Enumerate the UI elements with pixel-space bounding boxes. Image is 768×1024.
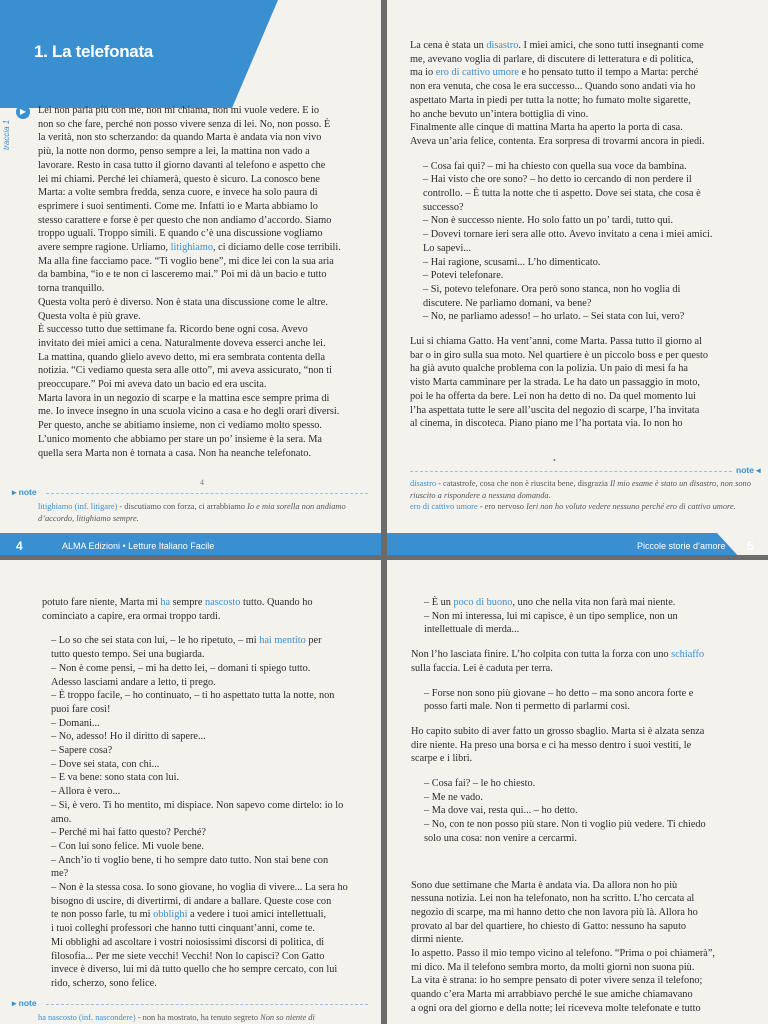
text-line: – È un poco di buono, uno che nella vita non farà mai niente. [424, 597, 676, 608]
text-line: bisogno di uscire, di divertirmi, di andare a ballare. Queste cose con [51, 895, 332, 907]
page-footer [0, 533, 381, 555]
note-definition: - catastrofe, cosa che non è riuscita bene, disgrazia [436, 479, 610, 488]
text-line: i tuoi colleghi professori che hanno tutti cinquant’anni, come te. [51, 923, 315, 935]
page-footer [387, 533, 768, 555]
text-line: – Potevi telefonare. [423, 270, 504, 282]
text-line: La vita è strana: io ho sempre pensato di poter vivere senza il telefono; [411, 975, 703, 987]
text-line: Sono due settimane che Marta è andata via. Da allora non ho più [411, 879, 678, 891]
page-mark: 4 [200, 478, 204, 487]
text-line: discutere. Ne parliamo domani, va bene? [423, 297, 592, 309]
paragraph-gap [411, 637, 761, 648]
text-line: poi le ha offerta da bere. Lei non ha detto di no. Da quel momento lui [410, 390, 697, 402]
text-line: troppo uguali. Troppo simili. E quando c’è una discussione vogliamo [38, 228, 323, 240]
text-line: cominciato a capire, era ormai troppo tardi. [42, 610, 221, 622]
text-line: mi dico. Ma il telefono sembra morto, da molti giorni non suona più. [411, 961, 695, 973]
text-line: puoi fare così! [51, 703, 111, 715]
page-mark-dot: • [553, 456, 556, 465]
text-line: me, avevano voglia di parlare, di discutere di letteratura e di politica, [410, 53, 694, 65]
text-line: – È troppo facile, – ho continuato, – ti ho aspettato tutta la notte, non [51, 690, 335, 702]
notes-label: ▸ note [12, 487, 37, 497]
audio-track-label: traccia 1 [2, 119, 11, 150]
text-line: – Hai ragione, scusami... L’ho dimenticato. [423, 256, 601, 268]
text-line: – Perché mi hai fatto questo? Perché? [51, 827, 206, 839]
note-example: Ieri non ho voluto vedere nessuno perché ero di cattivo umore. [526, 502, 736, 511]
text-line: Adesso lasciami andare a letto, ti prego. [51, 676, 216, 688]
note-definition: - discutiamo con forza, ci arrabbiamo [117, 502, 248, 511]
paragraph-gap [38, 623, 373, 634]
note-term: ero di cattivo umore [410, 502, 478, 511]
note-term: ha nascosto (inf. nascondere) [38, 1013, 136, 1022]
text-line: ho anche bevuto un’intera bottiglia di vino. [410, 108, 589, 120]
text-line: a ogni ora del giorno e della notte; lei riceveva molte telefonate e tutto [411, 1002, 701, 1014]
text-line: rido, scherzo, sono felice. [51, 977, 157, 989]
text-line: me? [51, 868, 69, 880]
text-line: aspettato Marta in piedi per tutta la notte; ho fumato molte sigarette, [410, 94, 691, 106]
text-line: – Ma dove vai, resta qui... – ho detto. [424, 805, 578, 817]
text-line: – Dovevi tornare ieri sera alle otto. Avevo invitato a cena i miei amici. [423, 229, 713, 241]
story-text [411, 596, 761, 1016]
story-text [410, 39, 760, 431]
audio-play-icon[interactable]: ▶ [16, 105, 30, 119]
text-line: non so che fare, perché non posso vivere senza di lei. No, non posso. È [38, 118, 331, 130]
text-line: bar o in giro sulla sua moto. Nel quartiere è un piccolo boss e per questo [410, 349, 708, 361]
text-line: filosofia... Per me siete vecchi! Vecchi! Non lo capisci? Con Gatto [51, 950, 325, 962]
page-number: 5 [747, 539, 754, 553]
notes-label: note ◂ [736, 465, 761, 475]
text-line: tutto questo tempo. Sei una bugiarda. [51, 649, 205, 661]
text-line: visto Marta camminare per la strada. Le ha dato un passaggio in moto, [410, 377, 700, 389]
text-line: amo. [51, 813, 72, 825]
text-line: – Con lui sono felice. Mi vuole bene. [51, 840, 204, 852]
text-line: preoccupare.” Poi mi aveva dato un bacio ed era uscita. [38, 379, 267, 391]
text-line: – Dove sei stata, con chi... [51, 758, 160, 770]
text-line: me. Io invece insegno in una scuola vicino a casa e ho degli orari diversi. [38, 406, 340, 418]
text-line: esprimere i suoi sentimenti. Come me. Infatti io e Marta abbiamo lo [38, 200, 318, 212]
text-line: l’ha aspettata tutte le sere all’uscita del negozio di scarpe, l’ha invitata [410, 404, 700, 416]
text-line: intellettuale di merda... [424, 624, 520, 636]
text-line: solo una cosa: non venire a cercarmi. [424, 832, 577, 844]
book-page-5 [387, 0, 768, 555]
text-line: – No, adesso! Ho il diritto di sapere... [51, 731, 206, 743]
text-line: – Lo so che sei stata con lui, – le ho ripetuto, – mi hai mentito per [51, 635, 322, 647]
text-line: dire niente. Ha preso una borsa e ci ha messo dentro i suoi vestiti, le [411, 739, 692, 751]
text-line: più, la notte non dormo, penso sempre a lei, la mattina non vado a [38, 146, 310, 158]
note-term: litighiamo (inf. litigare) [38, 502, 118, 511]
text-line: Mi obblighi ad ascoltare i vostri noiosissimi discorsi di politica, di [51, 936, 325, 948]
paragraph-gap [410, 324, 760, 335]
text-line: dirmi niente. [411, 934, 464, 946]
text-line: torna tranquillo. [38, 283, 105, 295]
paragraph-gap [411, 766, 761, 777]
book-page-6 [0, 560, 381, 1024]
text-line: controllo. – È tutta la notte che ti aspetto. Dove sei stata, che cosa è [423, 188, 701, 200]
text-line: – Sì, è vero. Ti ho mentito, mi dispiace. Non sapevo come dirtelo: io lo [51, 799, 344, 811]
note-entry [38, 1012, 373, 1024]
story-text [38, 596, 373, 991]
text-line: Finalmente alle cinque di mattina Marta ha aperto la porta di casa. [410, 122, 683, 134]
paragraph-gap [411, 868, 761, 879]
text-line: – Non è come pensi, – mi ha detto lei, – domani ti spiego tutto. [51, 662, 311, 674]
text-line: Per questo, anche se abitiamo insieme, non ci vediamo molto spesso. [38, 420, 322, 432]
paragraph-gap [411, 714, 761, 725]
text-line: – Allora è vero... [51, 786, 121, 798]
text-line: la verità, non sto scherzando: da quando Marta è andata via non vivo [38, 132, 322, 144]
text-line: – Me ne vado. [424, 791, 483, 803]
note-example: Non so niente di [260, 1013, 315, 1022]
book-page-4 [0, 0, 381, 555]
text-line: – Anch’io ti voglio bene, ti ho sempre dato tutto. Non stai bene con [51, 854, 329, 866]
text-line: te non posso farle, tu mi obblighi a vedere i tuoi amici intellettuali, [51, 909, 327, 921]
text-line: È successo tutto due settimane fa. Ricordo bene ogni cosa. Avevo [38, 324, 308, 336]
text-line: – Hai visto che ore sono? – ho detto io cercando di non perdere il [423, 174, 692, 186]
note-example: Io e mia sorella non andiamo d’accordo, litighiamo sempre. [38, 502, 346, 523]
text-line: Lui si chiama Gatto. Ha vent’anni, come Marta. Passa tutto il giorno al [410, 336, 702, 348]
text-line: successo? [423, 201, 464, 213]
text-line: da bambina, “io e te non ci lasceremo mai.” Poi mi dà un bacio e tutto [38, 269, 327, 281]
text-line: provato al bar del quartiere, ho chiesto di Gatto: nessuno ha saputo [411, 920, 687, 932]
text-line: – Non mi interessa, lui mi capisce, è un tipo semplice, non un [424, 610, 678, 622]
text-line: lavorare. Resto in casa tutto il giorno davanti al telefono e aspetto che [38, 159, 326, 171]
text-line: – No, con te non posso più stare. Non ti voglio più vedere. Ti chiedo [424, 819, 706, 831]
text-line: Questa volta è più grave. [38, 310, 141, 322]
text-line: Non l’ho lasciata finire. L’ho colpita con tutta la forza con uno schiaffo [411, 649, 705, 661]
text-line: Lo sapevi... [423, 242, 472, 254]
text-line: – E va bene: sono stata con lui. [51, 772, 180, 784]
text-line: La mattina, quando glielo avevo detto, mi era sembrata contenta della [38, 351, 326, 363]
text-line: Io aspetto. Passo il mio tempo vicino al telefono. “Prima o poi chiamerà”, [411, 948, 715, 960]
text-line: quella sera Marta non è tornata a casa. Non ha neanche telefonato. [38, 447, 312, 459]
note-example: Il mio esame è stato un disastro, non sono riuscito a rispondere a nessuna domanda. [410, 479, 751, 500]
book-series-title: Piccole storie d’amore [637, 541, 726, 551]
text-line: Aveva un’aria felice, contenta. Era sorpresa di trovarmi ancora in piedi. [410, 135, 705, 147]
text-line: notizia. “Ci vediamo questa sera alle otto”, mi aveva assicurato, “non ti [38, 365, 332, 377]
text-line: – Non è la stessa cosa. Io sono giovane, ho voglia di vivere... La sera ho [51, 882, 348, 894]
text-line: Lei non parla più con me, non mi chiama, non mi vuole vedere. E io [38, 105, 320, 116]
text-line: quando c’era Marta mi arrabbiavo perché le sue amiche chiamavano [411, 989, 693, 1001]
text-line: – Non è successo niente. Ho solo fatto un po’ tardi, tutto qui. [423, 215, 674, 227]
text-line: – Sapere cosa? [51, 745, 113, 757]
text-line: – No, ne parliamo adesso! – ho urlato. – Sei stata con lui, vero? [423, 311, 685, 323]
paragraph-gap [411, 857, 761, 868]
text-line: stesso carattere e forse è per questo che non andiamo d’accordo. Siamo [38, 214, 332, 226]
notes-label: ▸ note [12, 998, 37, 1008]
note-entry [410, 478, 760, 513]
text-line: L’unico momento che abbiamo per stare un po’ insieme è la sera. Ma [38, 433, 322, 445]
text-line: scarpe e i libri. [411, 753, 473, 765]
story-text [38, 104, 368, 460]
text-line: ha già avuto qualche problema con la polizia. Un paio di mesi fa ha [410, 363, 688, 375]
paragraph-gap [410, 149, 760, 160]
notes-divider [46, 1004, 368, 1005]
chapter-title: 1. La telefonata [34, 42, 153, 61]
note-entry [38, 501, 368, 524]
publisher-label: ALMA Edizioni • Letture Italiano Facile [62, 541, 215, 551]
text-line: – Forse non sono più giovane – ho detto – ma sono ancora forte e [424, 687, 694, 699]
text-line: La cena è stata un disastro. I miei amici, che sono tutti insegnanti come [410, 40, 704, 51]
text-line: Ma alla fine facciamo pace. “Ti voglio bene”, mi dice lei con la sua aria [38, 255, 334, 267]
text-line: negozio di scarpe, ma mi hanno detto che non lavora più là. Allora ho [411, 906, 698, 918]
text-line: lei mi chiami. Perché lei chiamerà, questo è sicuro. La conosco bene [38, 173, 320, 185]
text-line: – Cosa fai qui? – mi ha chiesto con quella sua voce da bambina. [423, 160, 687, 172]
book-page-7 [387, 560, 768, 1024]
text-line: sulla faccia. Lei è caduta per terra. [411, 662, 553, 674]
text-line: Questa volta però è diverso. Non è stata una discussione come le altre. [38, 296, 328, 308]
note-term: disastro [410, 479, 437, 488]
text-line: avere sempre ragione. Urliamo, litighiamo, ci diciamo delle cose terribili. [38, 242, 341, 254]
text-line: Marta lavora in un negozio di scarpe e la mattina esce sempre prima di [38, 392, 330, 404]
text-line: – Cosa fai? – le ho chiesto. [424, 778, 536, 790]
text-line: – Sì, potevo telefonare. Ora però sono stanca, non ho voglia di [423, 283, 681, 295]
text-line: posso farti male. Non ti permetto di parlarmi così. [424, 701, 630, 713]
text-line: Ho capito subito di aver fatto un grosso sbaglio. Marta si è alzata senza [411, 725, 705, 737]
notes-divider [46, 493, 368, 494]
text-line: invece è diverso, lui mi dà tutto quello che ho sempre cercato, con lui [51, 964, 338, 976]
paragraph-gap [411, 676, 761, 687]
page-number: 4 [16, 539, 23, 553]
text-line: ma io ero di cattivo umore e ho pensato tutto il tempo a Marta: perché [410, 67, 699, 79]
text-line: Marta: a volte sembra fredda, senza cuore, e invece ha solo paura di [38, 187, 318, 199]
paragraph-gap [411, 846, 761, 857]
text-line: invitato dei miei amici a cena. Naturalmente doveva esserci anche lei. [38, 337, 326, 349]
notes-divider [410, 471, 732, 472]
note-definition: - non ha mostrato, ha tenuto segreto [135, 1013, 261, 1022]
text-line: non era venuta, che cosa le era successo... Quando sono andati via ho [410, 81, 696, 93]
text-line: potuto fare niente, Marta mi ha sempre nascosto tutto. Quando ho [42, 597, 313, 608]
text-line: – Domani... [51, 717, 100, 729]
text-line: nessuna notizia. Lei non ha telefonato, non ha scritto. L’ho cercata al [411, 893, 695, 905]
text-line: al cinema, in discoteca. Piano piano me l’ha portata via. Io non ho [410, 418, 683, 430]
note-definition: - ero nervoso [477, 502, 527, 511]
